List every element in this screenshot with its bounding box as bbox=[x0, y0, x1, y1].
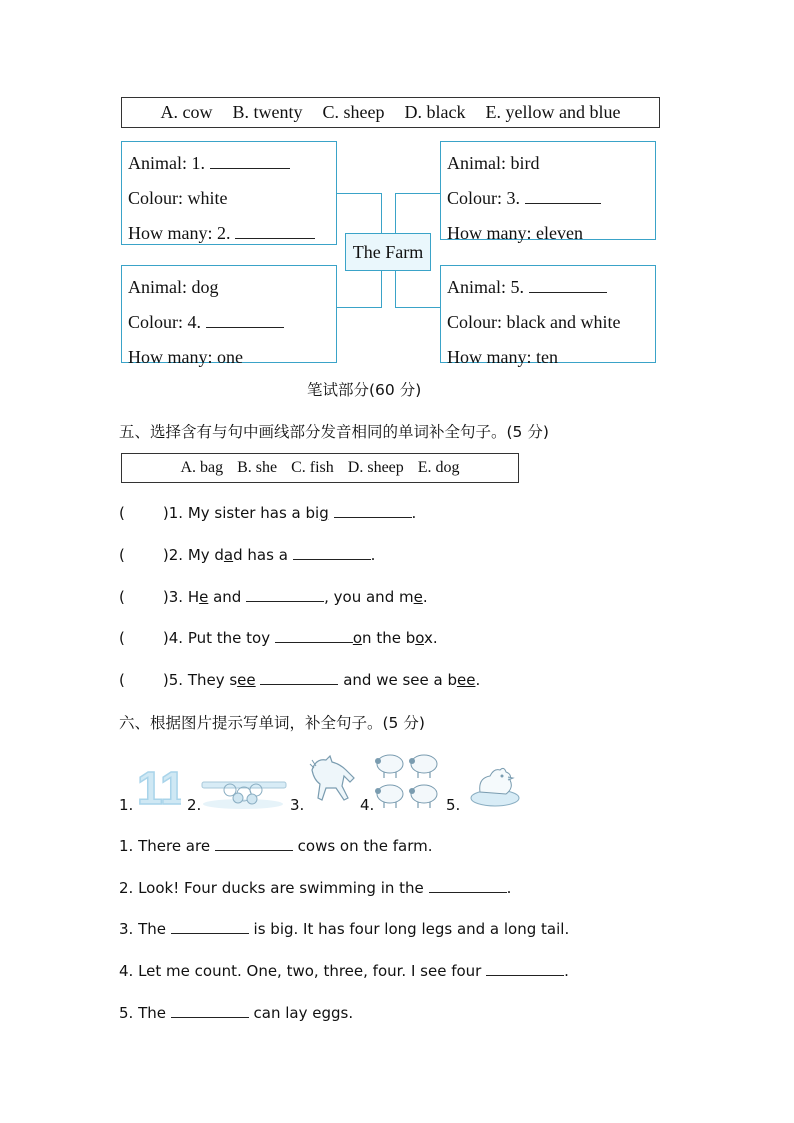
number-picture-icon bbox=[135, 764, 181, 808]
sentence-text-end: . bbox=[506, 879, 512, 897]
sentence-text-end: . bbox=[564, 962, 569, 980]
question-text-end: . bbox=[422, 588, 428, 606]
question-text-end: . bbox=[411, 504, 417, 522]
word-bank-section5 bbox=[121, 453, 519, 483]
sentence-text: 1. There are bbox=[119, 837, 211, 855]
answer-blank-1[interactable] bbox=[210, 150, 290, 169]
farm-box-top-left bbox=[121, 141, 337, 245]
question-5-5 bbox=[119, 670, 480, 689]
question-number: )1. bbox=[162, 504, 184, 522]
underlined-letters: a bbox=[223, 546, 234, 564]
underlined-letters: ee bbox=[237, 671, 256, 689]
underlined-letters-2: e bbox=[413, 588, 423, 606]
question-number: )2. bbox=[162, 546, 184, 564]
fill-blank[interactable] bbox=[293, 545, 371, 560]
fill-blank[interactable] bbox=[429, 878, 507, 893]
option-b: B. twenty bbox=[232, 102, 303, 122]
question-text-mid: d has a bbox=[233, 546, 288, 564]
picture-label-3: 3. bbox=[290, 796, 305, 814]
connector-bottom-right bbox=[395, 271, 441, 308]
underlined-letters-2: o bbox=[415, 629, 424, 647]
sentence-text: 4. Let me count. One, two, three, four. I see four bbox=[119, 962, 482, 980]
answer-paren[interactable]: ( bbox=[119, 671, 125, 689]
box-tr-line1: Animal: bird bbox=[447, 153, 540, 173]
box-bl-line1: Animal: dog bbox=[128, 277, 219, 297]
farm-box-bottom-left bbox=[121, 265, 337, 367]
fill-blank[interactable] bbox=[246, 587, 324, 602]
farm-box-bottom-right bbox=[440, 265, 656, 367]
answer-blank-5[interactable] bbox=[529, 274, 607, 293]
question-text-mid: and bbox=[213, 588, 242, 606]
connector-top-right bbox=[395, 193, 441, 233]
answer-paren[interactable]: ( bbox=[119, 504, 125, 522]
section6-title: 六、根据图片提示写单词，补全句子。(5 分) bbox=[119, 714, 425, 732]
box-br-line3: How many: ten bbox=[447, 347, 558, 367]
underlined-letters-2: ee bbox=[456, 671, 476, 689]
sentence-text: 2. Look! Four ducks are swimming in the bbox=[119, 879, 424, 897]
fill-blank[interactable] bbox=[215, 836, 293, 851]
box-tr-line2: Colour: 3. bbox=[447, 188, 521, 208]
s5-option-a: A. bag bbox=[180, 459, 224, 476]
answer-blank-4[interactable] bbox=[206, 309, 284, 328]
sentence-text-end: is big. It has four long legs and a long tail. bbox=[253, 920, 570, 938]
s5-option-c: C. fish bbox=[291, 459, 334, 476]
written-part-title: 笔试部分(60 分) bbox=[307, 381, 422, 399]
answer-blank-2[interactable] bbox=[235, 220, 315, 239]
question-text-mid: n the b bbox=[362, 629, 416, 647]
question-text: My sister has a bi bbox=[187, 504, 320, 522]
sentence-6-2 bbox=[119, 878, 511, 897]
s5-option-b: B. she bbox=[237, 459, 278, 476]
question-text: They s bbox=[187, 671, 238, 689]
question-number: )4. bbox=[162, 629, 184, 647]
option-e: E. yellow and blue bbox=[485, 102, 621, 122]
option-a: A. cow bbox=[160, 102, 213, 122]
picture-label-5: 5. bbox=[446, 796, 461, 814]
sentence-text-end: cows on the farm. bbox=[297, 837, 433, 855]
underlined-letters: o bbox=[352, 629, 363, 647]
question-5-4 bbox=[119, 628, 438, 647]
option-d: D. black bbox=[404, 102, 466, 122]
question-5-2 bbox=[119, 545, 375, 564]
box-tl-line3: How many: 2. bbox=[128, 223, 231, 243]
question-text: H bbox=[187, 588, 200, 606]
fill-blank[interactable] bbox=[171, 919, 249, 934]
sentence-text: 5. The bbox=[119, 1004, 166, 1022]
sentence-6-4 bbox=[119, 961, 569, 980]
question-text-end: x. bbox=[423, 629, 438, 647]
box-tl-line1: Animal: 1. bbox=[128, 153, 205, 173]
box-br-line2: Colour: black and white bbox=[447, 312, 621, 332]
sentence-text-end: can lay eggs. bbox=[253, 1004, 354, 1022]
farm-center-label: The Farm bbox=[345, 233, 431, 271]
sentence-6-5 bbox=[119, 1003, 353, 1022]
sheep-icon bbox=[372, 748, 446, 812]
question-text: My d bbox=[187, 546, 224, 564]
box-tl-line2: Colour: white bbox=[128, 188, 228, 208]
sentence-6-3 bbox=[119, 919, 569, 938]
question-5-3 bbox=[119, 587, 428, 606]
box-bl-line3: How many: one bbox=[128, 347, 243, 367]
box-bl-line2: Colour: 4. bbox=[128, 312, 202, 332]
underlined-letters: e bbox=[199, 588, 209, 606]
question-number: )3. bbox=[162, 588, 184, 606]
box-br-line1: Animal: 5. bbox=[447, 277, 524, 297]
box-tr-line3: How many: eleven bbox=[447, 223, 583, 243]
picture-label-2: 2. bbox=[187, 796, 202, 814]
connector-top-left bbox=[337, 193, 382, 233]
question-5-1 bbox=[119, 503, 416, 522]
word-bank-top bbox=[121, 97, 660, 128]
s5-option-e: E. dog bbox=[417, 459, 460, 476]
question-text-mid: and we see a b bbox=[343, 671, 457, 689]
picture-number-text: 11 bbox=[137, 764, 181, 808]
section5-title: 五、选择含有与句中画线部分发音相同的单词补全句子。(5 分) bbox=[119, 423, 549, 441]
farm-box-top-right bbox=[440, 141, 656, 243]
sentence-6-1 bbox=[119, 836, 433, 855]
fill-blank[interactable] bbox=[171, 1003, 249, 1018]
option-c: C. sheep bbox=[322, 102, 385, 122]
hen-icon bbox=[468, 762, 522, 808]
s5-option-d: D. sheep bbox=[347, 459, 404, 476]
answer-paren[interactable]: ( bbox=[119, 588, 125, 606]
answer-blank-3[interactable] bbox=[525, 185, 601, 204]
picture-label-1: 1. bbox=[119, 796, 134, 814]
fill-blank[interactable] bbox=[334, 503, 412, 518]
answer-paren[interactable]: ( bbox=[119, 546, 125, 564]
pond-ducks-icon bbox=[198, 768, 288, 812]
fill-blank[interactable] bbox=[486, 961, 564, 976]
sentence-text: 3. The bbox=[119, 920, 166, 938]
question-text: Put the toy bbox=[187, 629, 271, 647]
picture-label-4: 4. bbox=[360, 796, 375, 814]
fill-blank[interactable] bbox=[260, 670, 338, 685]
connector-bottom-left bbox=[337, 271, 382, 308]
picture-number-eleven bbox=[135, 764, 181, 808]
answer-paren[interactable]: ( bbox=[119, 629, 125, 647]
horse-icon bbox=[306, 752, 360, 804]
fill-blank[interactable] bbox=[275, 628, 353, 643]
question-text-mid2: , you and m bbox=[324, 588, 414, 606]
question-text-end: . bbox=[370, 546, 376, 564]
question-number: )5. bbox=[162, 671, 184, 689]
underlined-letters: g bbox=[319, 504, 329, 522]
question-text-end: . bbox=[475, 671, 481, 689]
